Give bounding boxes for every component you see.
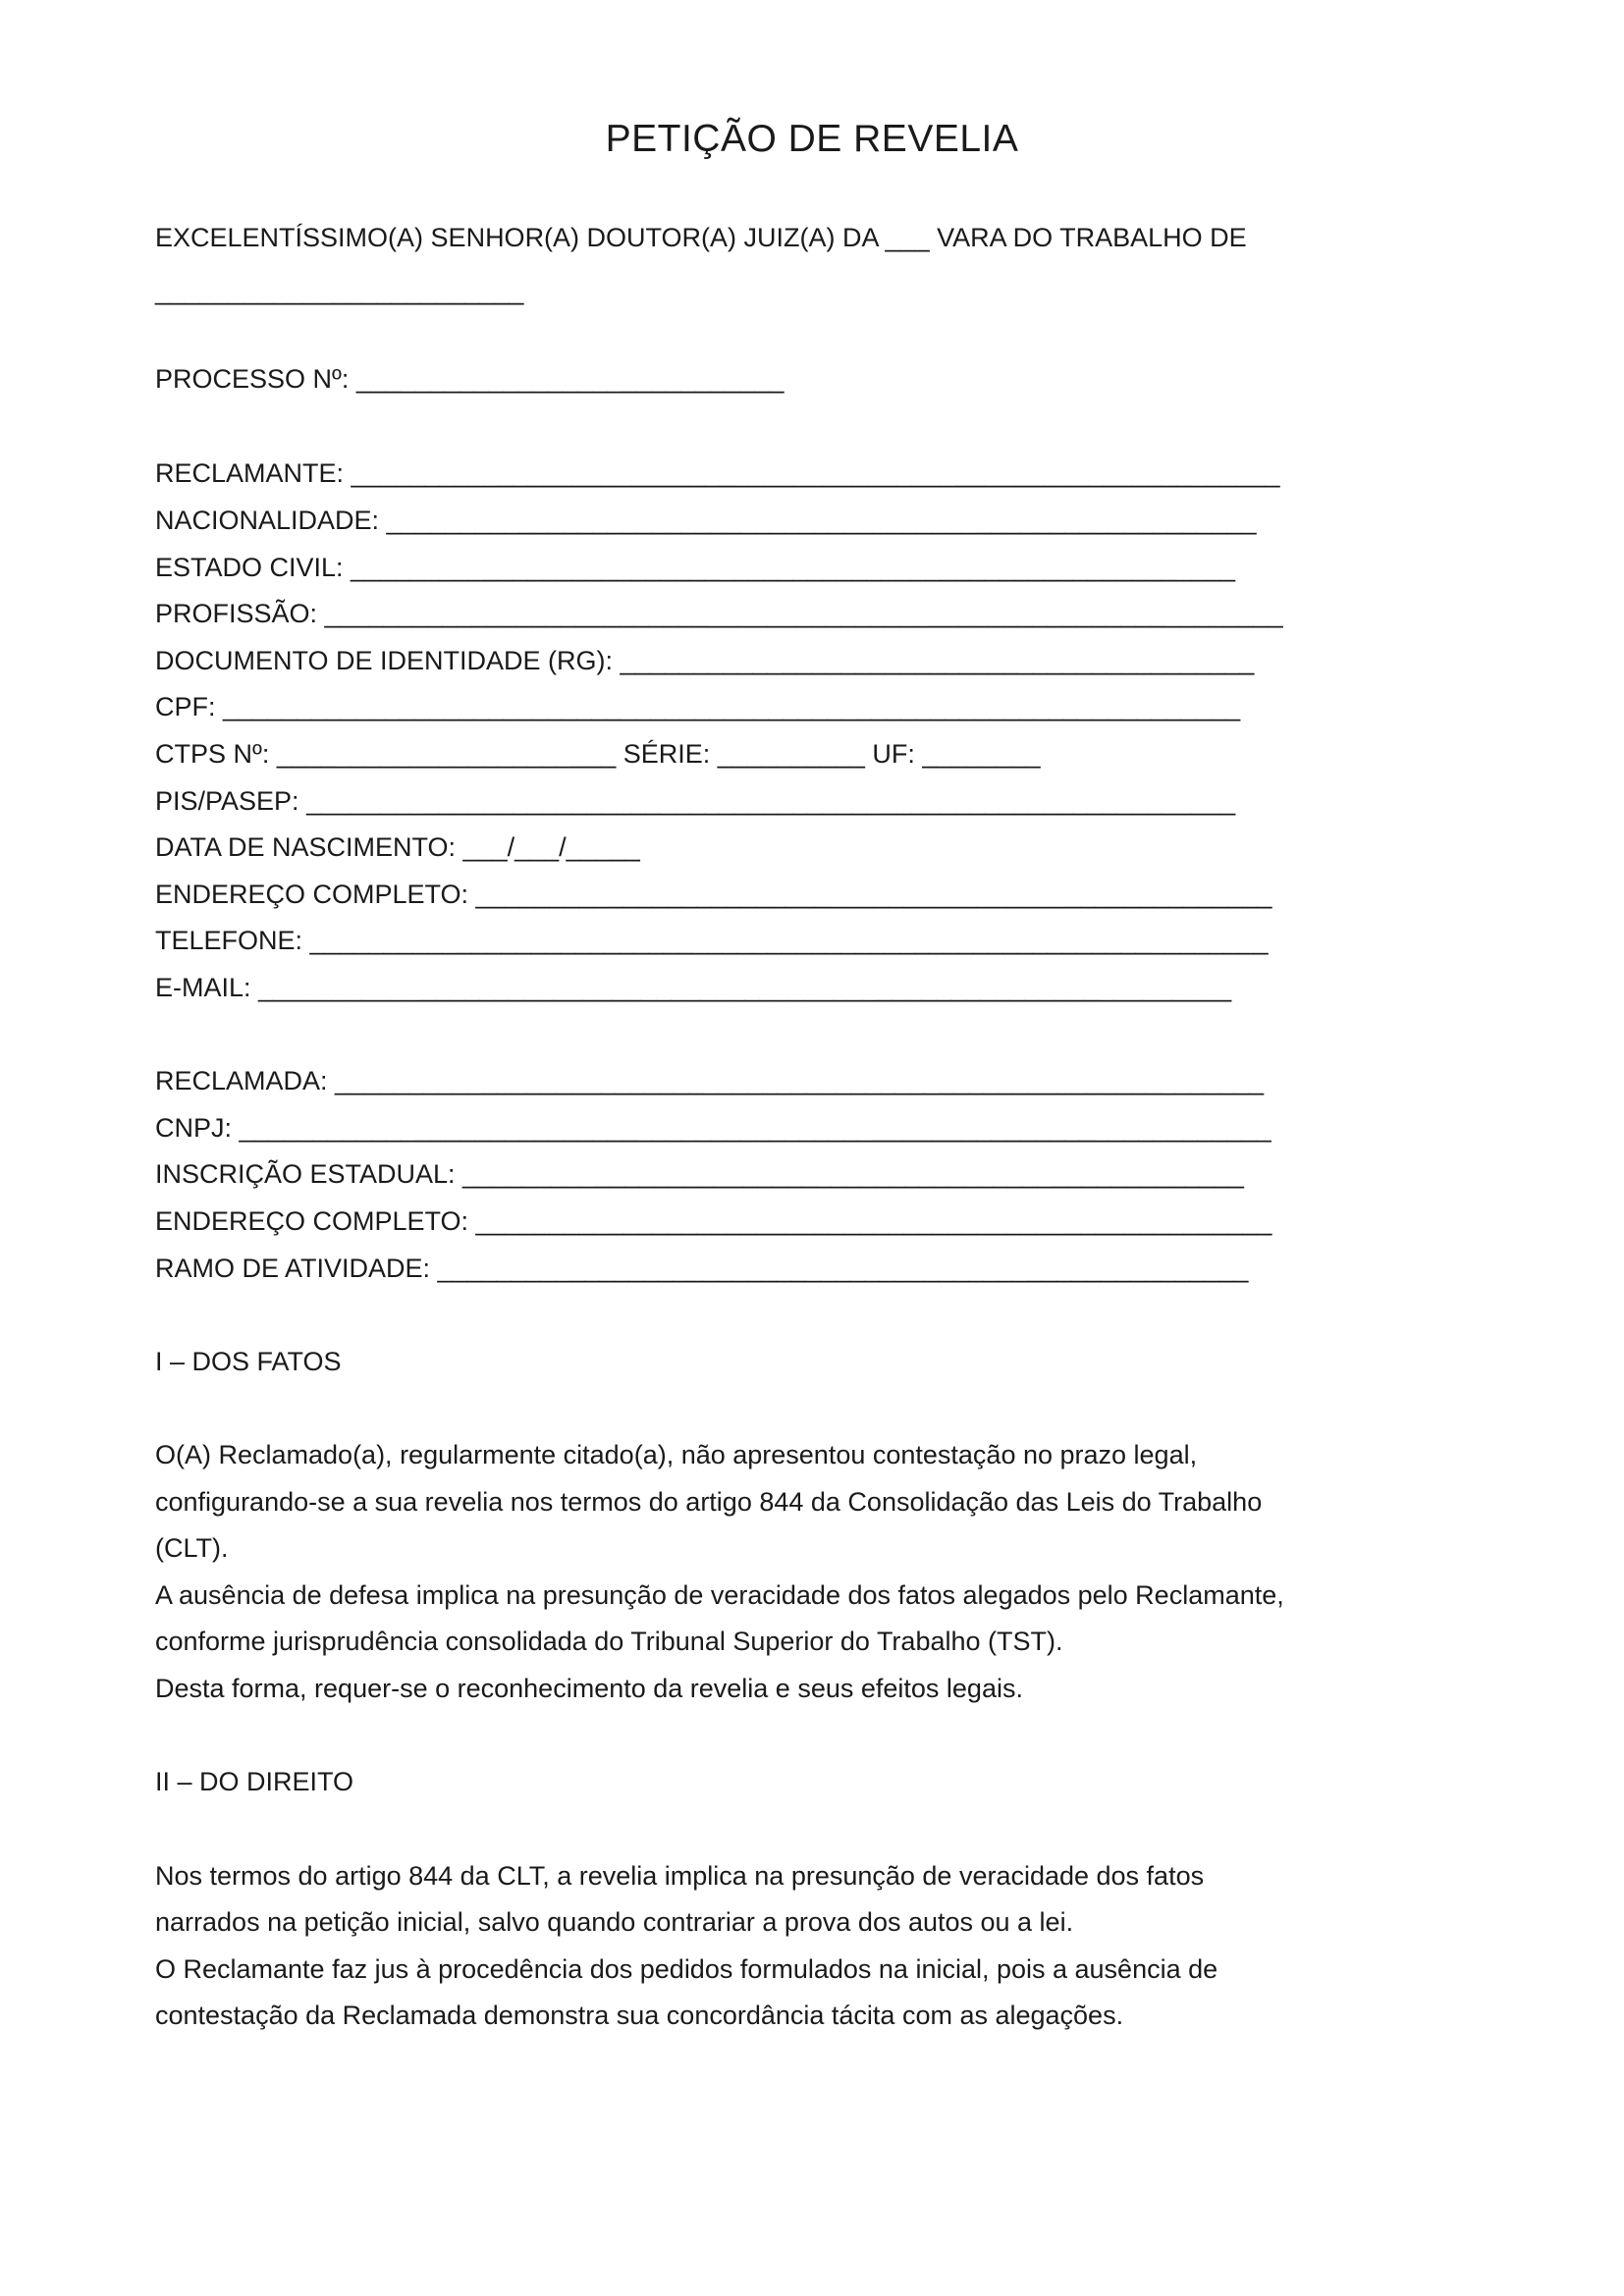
endereco-reclamada-field: ENDEREÇO COMPLETO: ______________________________________________________ <box>155 1206 1272 1236</box>
direito-heading: II – DO DIREITO <box>155 1767 354 1796</box>
reclamada-field: RECLAMADA: _______________________________________________________________ <box>155 1066 1265 1095</box>
telefone-field: TELEFONE: _________________________________________________________________ <box>155 926 1269 955</box>
nacionalidade-field: NACIONALIDADE: ___________________________________________________________ <box>155 506 1257 535</box>
fatos-line: (CLT). <box>155 1533 229 1563</box>
direito-line: Nos termos do artigo 844 da CLT, a revelia implica na presunção de veracidade dos fatos <box>155 1861 1205 1891</box>
direito-line: contestação da Reclamada demonstra sua concordância tácita com as alegações. <box>155 2001 1124 2030</box>
email-field: E-MAIL: __________________________________________________________________ <box>155 973 1232 1002</box>
address-line-1: EXCELENTÍSSIMO(A) SENHOR(A) DOUTOR(A) JUIZ(A) DA ___ VARA DO TRABALHO DE <box>155 223 1247 252</box>
ctps-field: CTPS Nº: _______________________ SÉRIE: __________ UF: ________ <box>155 739 1041 769</box>
fatos-line: configurando-se a sua revelia nos termos do artigo 844 da Consolidação das Leis do Trabalho <box>155 1487 1263 1517</box>
nascimento-field: DATA DE NASCIMENTO: ___/___/_____ <box>155 832 640 862</box>
inscricao-estadual-field: INSCRIÇÃO ESTADUAL: _____________________________________________________ <box>155 1159 1244 1189</box>
cnpj-field: CNPJ: ______________________________________________________________________ <box>155 1113 1272 1143</box>
cpf-field: CPF: _____________________________________________________________________ <box>155 692 1241 721</box>
ramo-atividade-field: RAMO DE ATIVIDADE: _______________________________________________________ <box>155 1254 1249 1283</box>
fatos-line: conforme jurisprudência consolidada do Tribunal Superior do Trabalho (TST). <box>155 1627 1063 1656</box>
processo-field: PROCESSO Nº: _____________________________ <box>155 364 785 394</box>
fatos-line: O(A) Reclamado(a), regularmente citado(a), não apresentou contestação no prazo legal, <box>155 1440 1198 1469</box>
document-title: PETIÇÃO DE REVELIA <box>605 118 1019 160</box>
fatos-line: Desta forma, requer-se o reconhecimento da revelia e seus efeitos legais. <box>155 1674 1023 1703</box>
reclamante-field: RECLAMANTE: _______________________________________________________________ <box>155 458 1280 488</box>
estado-civil-field: ESTADO CIVIL: ____________________________________________________________ <box>155 553 1236 582</box>
rg-field: DOCUMENTO DE IDENTIDADE (RG): ___________________________________________ <box>155 646 1255 675</box>
fatos-heading: I – DOS FATOS <box>155 1347 342 1376</box>
fatos-line: A ausência de defesa implica na presunção de veracidade dos fatos alegados pelo Reclamante, <box>155 1580 1284 1610</box>
pis-field: PIS/PASEP: _______________________________________________________________ <box>155 786 1236 816</box>
address-line-2: _________________________ <box>155 276 524 305</box>
direito-line: O Reclamante faz jus à procedência dos pedidos formulados na inicial, pois a ausência de <box>155 1954 1218 1984</box>
profissao-field: PROFISSÃO: _________________________________________________________________ <box>155 599 1283 628</box>
direito-line: narrados na petição inicial, salvo quando contrariar a prova dos autos ou a lei. <box>155 1907 1074 1937</box>
endereco-reclamante-field: ENDEREÇO COMPLETO: ______________________________________________________ <box>155 880 1272 909</box>
